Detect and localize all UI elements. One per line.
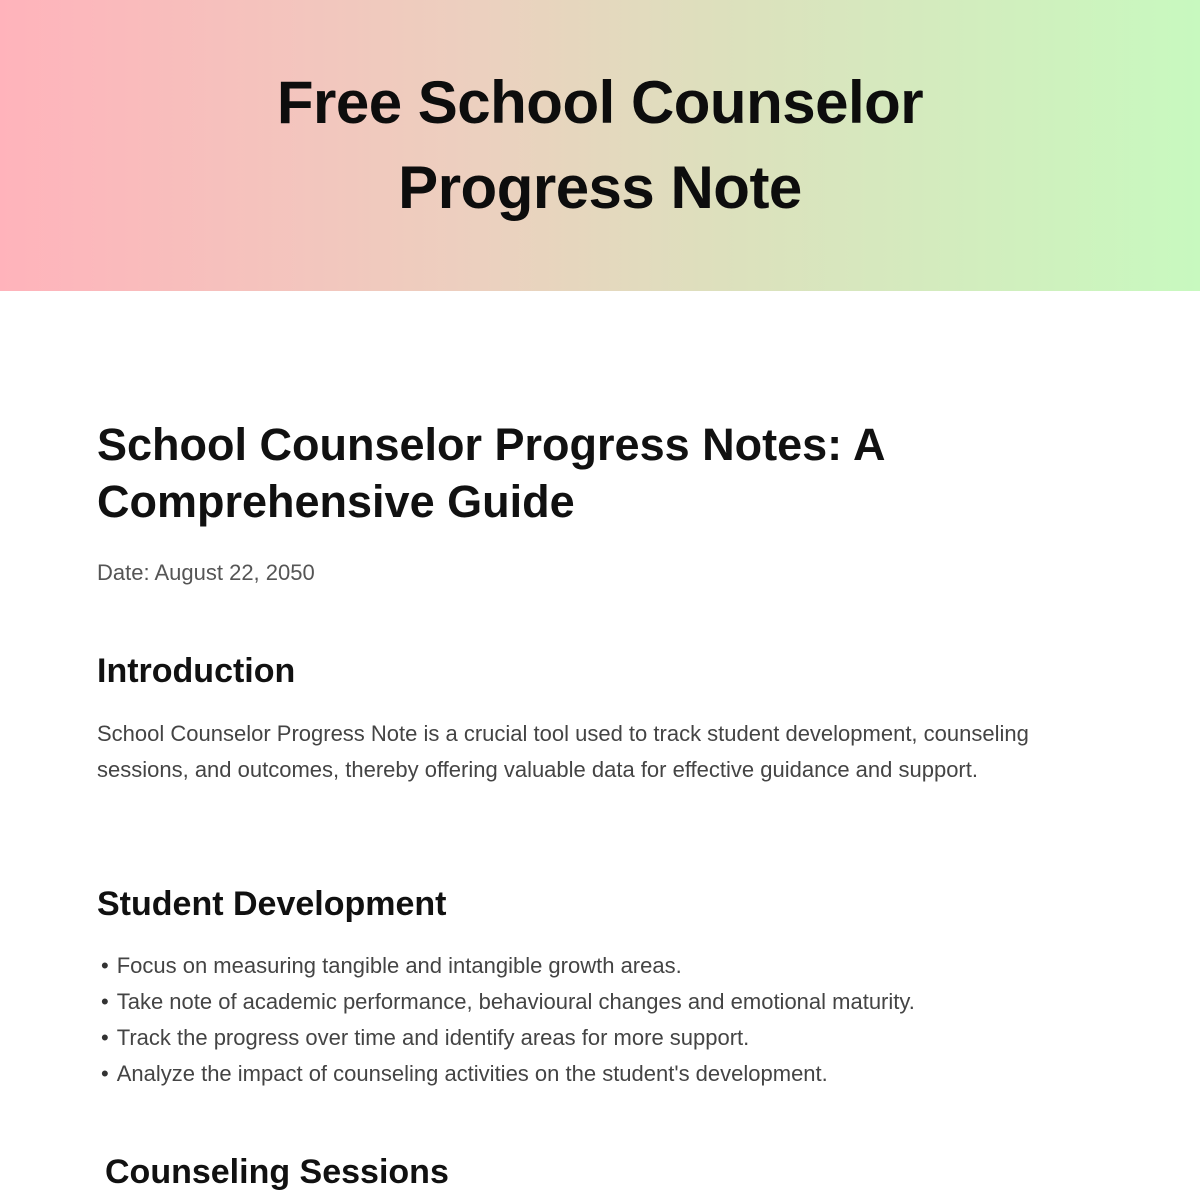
student-development-heading: Student Development: [97, 885, 447, 923]
banner-title-line1: Free School Counselor: [276, 69, 924, 136]
banner-title: [0, 60, 1200, 230]
counseling-sessions-heading: Counseling Sessions: [105, 1153, 449, 1191]
introduction-heading: Introduction: [97, 652, 296, 690]
list-item: • Focus on measuring tangible and intangible growth areas.: [97, 948, 915, 984]
list-item: • Take note of academic performance, behavioural changes and emotional maturity.: [97, 984, 915, 1020]
document-title: School Counselor Progress Notes: A Comprehensive Guide: [97, 419, 884, 527]
banner-title-line2: Progress Note: [398, 154, 802, 221]
list-item: • Analyze the impact of counseling activities on the student's development.: [97, 1056, 915, 1092]
list-item: • Track the progress over time and identify areas for more support.: [97, 1020, 915, 1056]
document-date: Date: August 22, 2050: [97, 560, 315, 585]
header-banner: [0, 0, 1200, 291]
introduction-text: School Counselor Progress Note is a crucial tool used to track student development, counseling sessions, and outcomes, thereby offering valuable data for effective guidance and support.: [97, 721, 1029, 782]
student-development-list: [97, 948, 915, 1092]
